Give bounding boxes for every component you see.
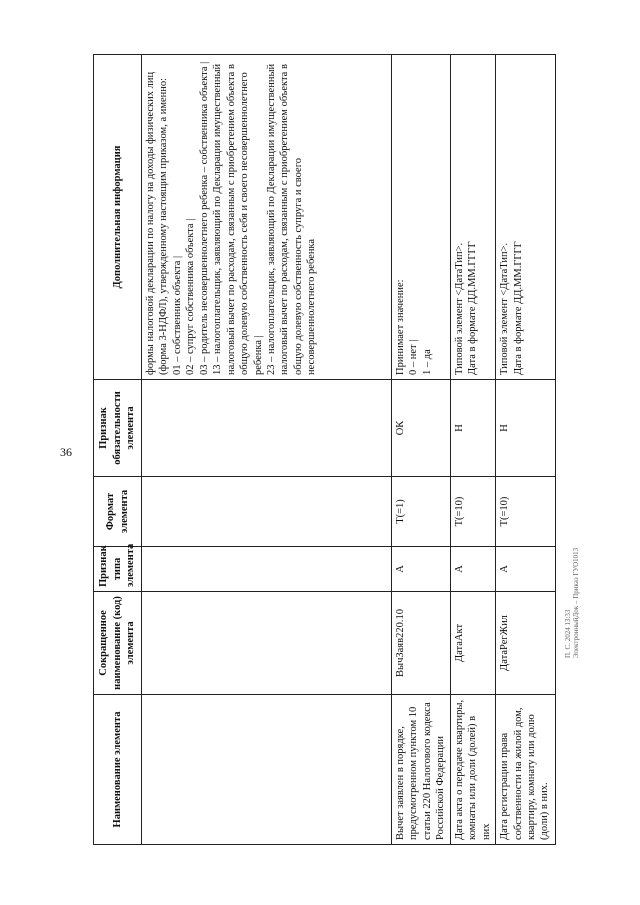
info-line: формы налоговой декларации по налогу на доходы физических лиц (форма 3-НДФЛ), утвержденному настоящим приказом, а именно:: [145, 71, 170, 375]
cell-required: ОК: [392, 380, 451, 477]
cell-info: [450, 55, 495, 380]
cell-format: [142, 477, 392, 547]
info-line: Типовой элемент <ДатаТип>.: [453, 242, 465, 375]
footer-note-line: П. С. 2024 13:33: [564, 609, 572, 658]
elements-table: [93, 54, 556, 845]
header-row: [94, 55, 142, 845]
info-line: 13 – налогоплательщик, заявляющий по Декларации имущественный налоговый вычет по расходам, связанным с приобретением объекта в общую долевую собственность себя и своего несовершеннолетнего ребенка |: [212, 63, 264, 375]
cell-code: ВычЗаяв220.10: [392, 592, 451, 695]
cell-code: ДатаРегЖил: [496, 592, 556, 695]
cell-required: Н: [496, 380, 556, 477]
footer-note-line: ЭлектронныйДок – Приказ ГУО1013: [571, 547, 580, 658]
cell-format: T(=10): [450, 477, 495, 547]
info-line: 03 – родитель несовершеннолетнего ребенка – собственника объекта |: [198, 61, 210, 375]
info-line: 01 – собственник объекта |: [171, 255, 183, 375]
cell-name: Дата регистрации права собственности на жилой дом, квартиру, комнату или долю (доли) в них.: [496, 695, 556, 845]
cell-required: Н: [450, 380, 495, 477]
footer-note: [565, 548, 580, 658]
cell-name: Дата акта о передаче квартиры, комнаты или доли (долей) в них: [450, 695, 495, 845]
info-line: Дата в формате ДД.ММ.ГГГГ: [512, 241, 524, 375]
table-row: [392, 55, 451, 845]
header-type: Признак типа элемента: [94, 547, 142, 592]
table-row: [496, 55, 556, 845]
cell-info: [496, 55, 556, 380]
cell-code: ДатаАкт: [450, 592, 495, 695]
info-line: Принимает значение:: [395, 279, 406, 375]
cell-type: А: [496, 547, 556, 592]
cell-name: Вычет заявлен в порядке, предусмотренном пунктом 10 статьи 220 Налогового кодекса Российской Федерации: [392, 695, 451, 845]
info-line: 1 – да: [421, 349, 433, 375]
cell-type: А: [392, 547, 451, 592]
cell-required: [142, 380, 392, 477]
cell-type: [142, 547, 392, 592]
info-line: 23 – налогоплательщик, заявляющий по Декларации имущественный налоговый вычет по расходам, связанным с приобретением объекта в общую долевую собственность супруга и своего несовершеннолетнего ребенка: [265, 63, 318, 375]
info-line: Дата в формате ДД.ММ.ГГГГ: [467, 241, 479, 375]
table-row: [142, 55, 392, 845]
header-info: Дополнительная информация: [94, 55, 142, 380]
header-required: Признак обязательности элемента: [94, 380, 142, 477]
page-number: 36: [60, 445, 72, 459]
rotated-table-wrapper: [93, 55, 551, 845]
header-code: Сокращенное наименование (код) элемента: [94, 592, 142, 695]
cell-format: T(=1): [392, 477, 451, 547]
table-row: [450, 55, 495, 845]
cell-info: [142, 55, 392, 380]
header-format: Формат элемента: [94, 477, 142, 547]
info-line: 0 – нет |: [408, 339, 420, 375]
cell-type: А: [450, 547, 495, 592]
cell-format: T(=10): [496, 477, 556, 547]
info-line: 02 – супруг собственника объекта |: [185, 218, 197, 375]
cell-info: [392, 55, 451, 380]
cell-name: [142, 695, 392, 845]
header-name: Наименование элемента: [94, 695, 142, 845]
info-line: Типовой элемент <ДатаТип>.: [499, 242, 511, 375]
cell-code: [142, 592, 392, 695]
